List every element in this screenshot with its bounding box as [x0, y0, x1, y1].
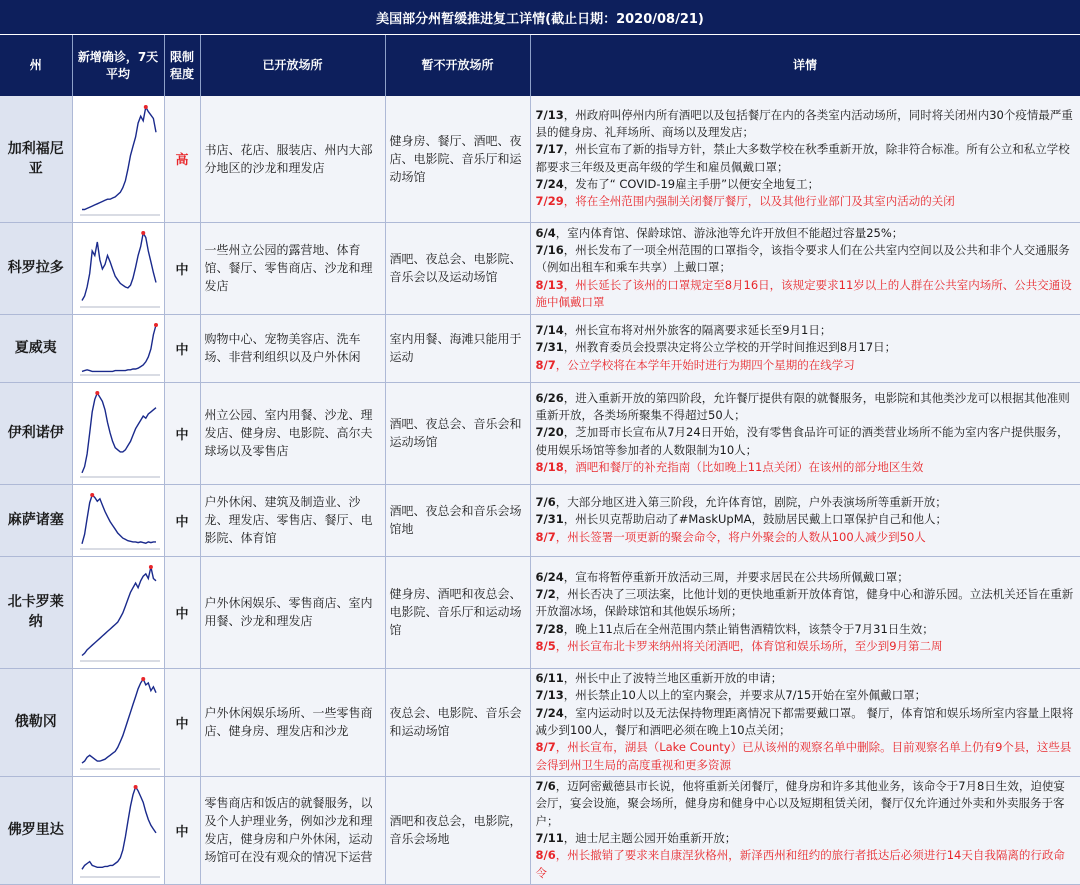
detail-line [536, 586, 1075, 621]
detail-text: ，公立学校将在本学年开始时进行为期四个星期的在线学习 [555, 357, 855, 372]
detail-text: ，州长宣布，湖县（Lake County）已从该州的观察名单中删除。目前观察名单上仍有9个县，这些县会得到州卫生局的高度重视和更多资源 [535, 740, 1072, 772]
header-level: 限制程度 [164, 35, 200, 96]
detail-date: 8/18 [535, 459, 564, 474]
detail-date: 6/4 [535, 225, 556, 240]
detail-text: ，州长中止了波特兰地区重新开放的申请； [563, 671, 783, 686]
trend-chart-cell [72, 382, 164, 484]
restriction-level: 中 [164, 222, 200, 314]
detail-line [536, 390, 1075, 425]
trend-sparkline [76, 385, 162, 481]
restriction-level: 中 [164, 668, 200, 776]
detail-text: ，芝加哥市长宣布从7月24日开始，没有零售食品许可证的酒类营业场所不能为室内客户提供服务，使用娱乐场馆等参加者的人数限制为10人； [535, 425, 1069, 457]
sparkline-peak-marker [141, 231, 145, 235]
detail-text: ，室内运动时以及无法保持物理距离情况下都需要戴口罩。 餐厅，体育馆和娱乐场所室内容量上限将减少到100人，餐厅和酒吧必须在晚上10点关闭； [535, 705, 1074, 737]
open-venues: 户外休闲娱乐、零售商店、室内用餐、沙龙和理发店 [200, 556, 385, 668]
sparkline-peak-marker [148, 565, 152, 569]
state-row [0, 556, 1080, 668]
open-venues: 州立公园、室内用餐、沙龙、理发店、健身房、电影院、高尔夫球场以及零售店 [200, 382, 385, 484]
state-name: 伊利诺伊 [0, 382, 72, 484]
detail-text: ，室内体育馆、保龄球馆、游泳池等允许开放但不能超过容量25%； [555, 225, 904, 240]
restriction-level: 中 [164, 382, 200, 484]
detail-text: ，州长禁止10人以上的室内聚会，并要求从7/15开始在室外佩戴口罩； [563, 688, 927, 703]
closed-venues: 夜总会、电影院、音乐会和运动场馆 [385, 668, 530, 776]
details-cell [530, 382, 1080, 484]
trend-chart-cell [72, 96, 164, 222]
open-venues: 书店、花店、服装店、州内大部分地区的沙龙和理发店 [200, 96, 385, 222]
closed-venues: 酒吧、夜总会和音乐会场馆地 [385, 484, 530, 556]
trend-chart-cell [72, 314, 164, 382]
sparkline-peak-marker [154, 323, 158, 327]
restriction-level: 中 [164, 314, 200, 382]
state-name: 北卡罗莱纳 [0, 556, 72, 668]
detail-text: ，发布了“ COVID-19雇主手册”以便安全地复工； [563, 177, 820, 192]
restriction-level: 中 [164, 556, 200, 668]
detail-text: ，大部分地区进入第三阶段，允许体育馆，剧院，户外表演场所等重新开放； [555, 495, 947, 510]
detail-line [536, 193, 1075, 210]
detail-text: ，州长宣布北卡罗来纳州将关闭酒吧，体育馆和娱乐场所，至少到9月第二周 [555, 638, 943, 653]
sparkline-line [82, 107, 156, 210]
detail-text: ，州长签署一项更新的聚会命令，将户外聚会的人数从100人减少到50人 [555, 529, 926, 544]
details-cell [530, 222, 1080, 314]
detail-date: 8/7 [535, 529, 556, 544]
detail-text: ，州长宣布将对州外旅客的隔离要求延长至9月1日； [563, 323, 832, 338]
details-cell [530, 314, 1080, 382]
details-cell [530, 96, 1080, 222]
detail-date: 6/26 [535, 390, 564, 405]
detail-date: 7/31 [535, 512, 564, 527]
detail-date: 8/13 [535, 277, 564, 292]
state-row [0, 776, 1080, 884]
detail-text: ，州长否决了三项法案，比他计划的更快地重新开放体育馆，健身中心和游乐园。立法机关还旨在重新开放溜冰场，保龄球馆和其他娱乐场所； [535, 587, 1074, 619]
detail-date: 8/7 [535, 740, 556, 755]
detail-text: ，州长撤销了要求来自康涅狄格州，新泽西州和纽约的旅行者抵达后必须进行14天自我隔离的行政命令 [535, 848, 1065, 880]
closed-venues: 酒吧和夜总会，电影院，音乐会场地 [385, 776, 530, 884]
header-open: 已开放场所 [200, 35, 385, 96]
details-cell [530, 556, 1080, 668]
detail-line [536, 569, 1075, 586]
open-venues: 户外休闲、建筑及制造业、沙龙、理发店、零售店、餐厅、电影院、体育馆 [200, 484, 385, 556]
trend-chart-cell [72, 668, 164, 776]
open-venues: 购物中心、宠物美容店、洗车场、非营利组织以及户外休闲 [200, 314, 385, 382]
detail-date: 7/20 [535, 425, 564, 440]
detail-line [536, 739, 1075, 774]
state-name: 科罗拉多 [0, 222, 72, 314]
state-name: 加利福尼亚 [0, 96, 72, 222]
detail-line [536, 141, 1075, 176]
sparkline-line [82, 325, 156, 371]
detail-line [536, 459, 1075, 476]
detail-text: ，将在全州范围内强制关闭餐厅餐厅，以及其他行业部门及其室内活动的关闭 [563, 194, 955, 209]
sparkline-peak-marker [95, 391, 99, 395]
detail-line [536, 830, 1075, 847]
header-chart: 新增确诊，7天平均 [72, 35, 164, 96]
detail-text: ，州政府叫停州内所有酒吧以及包括餐厅在内的各类室内活动场所，同时将关闭州内30个疫情最严重县的健身房、礼拜场所、商场以及理发店； [535, 107, 1073, 140]
detail-line [536, 705, 1075, 740]
detail-text: ，州长延长了该州的口罩规定至8月16日，该规定要求11岁以上的人群在公共室内场所、公共交通设施中佩戴口罩 [535, 277, 1072, 309]
details-cell [530, 484, 1080, 556]
detail-date: 7/31 [535, 340, 564, 355]
state-name: 夏威夷 [0, 314, 72, 382]
state-row [0, 668, 1080, 776]
detail-line [536, 778, 1075, 830]
state-row [0, 314, 1080, 382]
state-row [0, 96, 1080, 222]
detail-line [536, 322, 1075, 339]
detail-line [536, 687, 1075, 704]
detail-date: 7/14 [535, 323, 564, 338]
detail-text: ，晚上11点后在全州范围内禁止销售酒精饮料，该禁令于7月31日生效； [563, 621, 934, 636]
details-cell [530, 776, 1080, 884]
state-row [0, 382, 1080, 484]
detail-line [536, 176, 1075, 193]
detail-date: 7/24 [535, 705, 564, 720]
closed-venues: 酒吧、夜总会、电影院、音乐会以及运动场馆 [385, 222, 530, 314]
header-row [0, 35, 1080, 96]
closed-venues: 健身房、餐厅、酒吧、夜店、电影院、音乐厅和运动场馆 [385, 96, 530, 222]
detail-line [536, 339, 1075, 356]
detail-text: ，州教育委员会投票决定将公立学校的开学时间推迟到8月17日； [563, 340, 897, 355]
sparkline-line [82, 679, 156, 763]
detail-date: 7/29 [535, 194, 564, 209]
detail-line [536, 225, 1075, 242]
detail-line [536, 621, 1075, 638]
detail-date: 8/6 [535, 848, 556, 863]
detail-line [536, 424, 1075, 459]
detail-line [536, 242, 1075, 277]
detail-line [536, 847, 1075, 882]
restriction-level: 中 [164, 776, 200, 884]
detail-line [536, 357, 1075, 374]
state-name: 麻萨诸塞 [0, 484, 72, 556]
detail-line [536, 107, 1075, 142]
detail-date: 7/16 [535, 243, 564, 258]
state-row [0, 222, 1080, 314]
header-state: 州 [0, 35, 72, 96]
sparkline-line [82, 393, 156, 473]
detail-text: ，迈阿密戴德县市长说，他将重新关闭餐厅，健身房和许多其他业务，该命令于7月8日生效，迫使宴会厅，宴会设施，聚会场所，健身房和健身中心以及短期租赁关闭，餐厅仅允许通过外卖和外卖服务于客户； [535, 779, 1065, 828]
detail-date: 7/24 [535, 177, 564, 192]
detail-date: 7/2 [535, 587, 556, 602]
detail-line [536, 529, 1075, 546]
detail-date: 7/6 [535, 779, 556, 794]
detail-date: 7/13 [535, 688, 564, 703]
state-name: 俄勒冈 [0, 668, 72, 776]
sparkline-line [82, 495, 156, 544]
open-venues: 零售商店和饭店的就餐服务，以及个人护理业务，例如沙龙和理发店，健身房和户外休闲，运动场馆可在没有观众的情况下运营 [200, 776, 385, 884]
detail-text: ，州长贝克帮助启动了#MaskUpMA，鼓励居民戴上口罩保护自己和他人； [563, 512, 947, 527]
header-details: 详情 [530, 35, 1080, 96]
restriction-level: 中 [164, 484, 200, 556]
trend-chart-cell [72, 484, 164, 556]
detail-line [536, 670, 1075, 687]
trend-sparkline [76, 559, 162, 665]
detail-date: 7/17 [535, 142, 564, 157]
detail-date: 7/13 [535, 107, 564, 122]
detail-line [536, 638, 1075, 655]
closed-venues: 健身房、酒吧和夜总会、电影院、音乐厅和运动场馆 [385, 556, 530, 668]
sparkline-line [82, 787, 156, 869]
closed-venues: 酒吧、夜总会、音乐会和运动场馆 [385, 382, 530, 484]
trend-sparkline [76, 487, 162, 553]
detail-line [536, 494, 1075, 511]
trend-chart-cell [72, 556, 164, 668]
trend-sparkline [76, 225, 162, 311]
sparkline-peak-marker [90, 493, 94, 497]
detail-date: 7/6 [535, 495, 556, 510]
detail-date: 7/11 [535, 831, 564, 845]
trend-sparkline [76, 99, 162, 219]
detail-text: ，州长宣布了新的指导方针，禁止大多数学校在秋季重新开放，除非符合标准。所有公立和私立学校都要求三年级及更高年级的学生和雇员佩戴口罩； [535, 142, 1070, 174]
sparkline-line [82, 233, 156, 301]
open-venues: 一些州立公园的露营地、体育馆、餐厅、零售商店、沙龙和理发店 [200, 222, 385, 314]
trend-sparkline [76, 671, 162, 773]
state-row [0, 484, 1080, 556]
detail-text: ，酒吧和餐厅的补充指南（比如晚上11点关闭）在该州的部分地区生效 [563, 459, 924, 474]
state-reopening-table [0, 35, 1080, 885]
detail-text: ，迪士尼主题公园开始重新开放； [563, 831, 737, 845]
detail-text: ，宣布将暂停重新开放活动三周，并要求居民在公共场所佩戴口罩； [563, 569, 909, 584]
trend-sparkline [76, 779, 162, 881]
detail-text: ，进入重新开放的第四阶段，允许餐厅提供有限的就餐服务，电影院和其他类沙龙可以根据其他准则重新开放，各类场所聚集不得超过50人； [535, 390, 1070, 423]
sparkline-line [82, 567, 156, 656]
trend-chart-cell [72, 222, 164, 314]
detail-date: 8/7 [535, 357, 556, 372]
detail-date: 7/28 [535, 621, 564, 636]
trend-chart-cell [72, 776, 164, 884]
detail-date: 8/5 [535, 638, 556, 653]
sparkline-peak-marker [143, 105, 147, 109]
closed-venues: 室内用餐、海滩只能用于运动 [385, 314, 530, 382]
sparkline-peak-marker [141, 677, 145, 681]
state-name: 佛罗里达 [0, 776, 72, 884]
detail-line [536, 511, 1075, 528]
open-venues: 户外休闲娱乐场所、一些零售商店、健身房、理发店和沙龙 [200, 668, 385, 776]
restriction-level: 高 [164, 96, 200, 222]
detail-date: 6/24 [535, 569, 564, 584]
sparkline-peak-marker [133, 785, 137, 789]
detail-text: ，州长发布了一项全州范围的口罩指令，该指令要求人们在公共室内空间以及公共和非个人交通服务（例如出租车和乘车共享）上戴口罩； [535, 243, 1070, 275]
header-closed: 暂不开放场所 [385, 35, 530, 96]
details-cell [530, 668, 1080, 776]
detail-date: 6/11 [535, 671, 564, 686]
trend-sparkline [76, 317, 162, 379]
detail-line [536, 277, 1075, 312]
report-title: 美国部分州暂缓推进复工详情(截止日期：2020/08/21) [0, 0, 1080, 35]
